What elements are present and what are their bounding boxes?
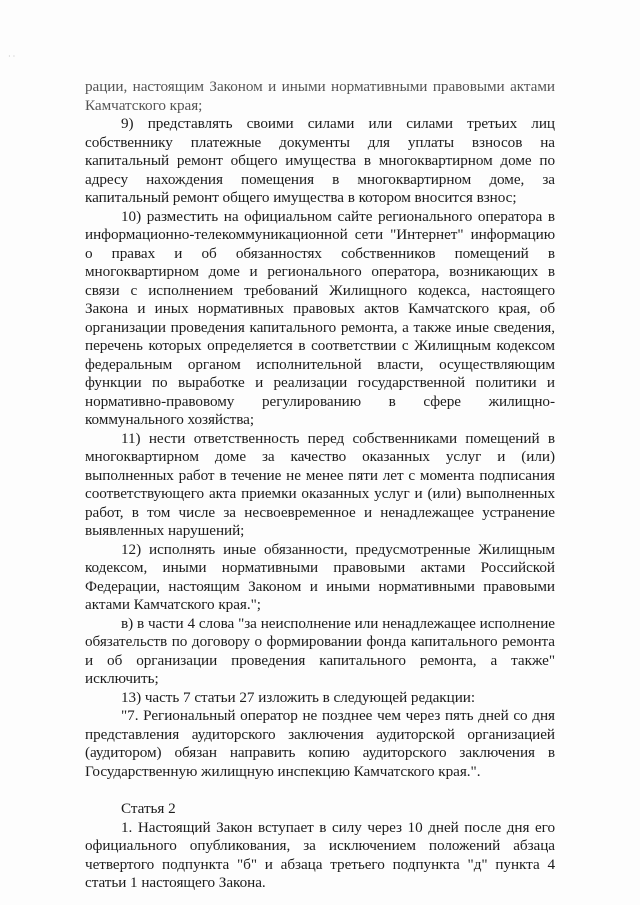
paragraph-item-9: 9) представлять своими силами или силами третьих лиц собственнику платежные документы для уплаты взносов на капитальный ремонт общего имущества в многоквартирном доме по адресу нахождения помещения в многоквартирном доме, за капитальный ремонт общего имущества в котором вносится взнос; [85, 115, 555, 206]
section-gap [85, 781, 555, 800]
paragraph-item-10: 10) разместить на официальном сайте регионального оператора в информационно-телекоммуникационной сети "Интернет" информацию о правах и об обязанностях собственников помещений в многоквартирном доме и регионального оператора, возникающих в связи с исполнением требований Жилищного кодекса, настоящего Закона и иных нормативных правовых актов Камчатского края, об организации проведения капитального ремонта, а также иные сведения, перечень которых определяется в соответствии с Жилищным кодексом федеральным органом исполнительной власти, осуществляющим функции по выработке и реализации государственной политики и нормативно-правовому регулированию в сфере жилищно-коммунального хозяйства; [85, 207, 555, 428]
paragraph-item-12: 12) исполнять иные обязанности, предусмотренные Жилищным кодексом, иными нормативными правовыми актами Российской Федерации, настоящим Законом и иными нормативными правовыми актами Камчатского края."; [85, 540, 555, 613]
paragraph-item-13: 13) часть 7 статьи 27 изложить в следующей редакции: [121, 688, 476, 706]
document-body [85, 78, 555, 893]
paragraph-item-11: 11) нести ответственность перед собственниками помещений в многоквартирном доме за качество оказанных услуг и (или) выполненных работ в течение не менее пяти лет с момента подписания соответствующего акта приемки оказанных услуг и (или) выполненных работ, в том числе за несвоевременное и ненадлежащее устранение выявленных нарушений; [85, 429, 555, 539]
paragraph-continuation: рации, настоящим Законом и иными нормативными правовыми актами Камчатского края; [85, 78, 555, 114]
paragraph-subitem-v: в) в части 4 слова "за неисполнение или ненадлежащее исполнение обязательств по договору о формировании фонда капитального ремонта и об организации проведения капитального ремонта, а также" исключить; [85, 614, 555, 687]
paragraph-quote-7: "7. Региональный оператор не позднее чем через пять дней со дня представления аудиторского заключения аудиторской организацией (аудитором) обязан направить копию аудиторского заключения в Государственную жилищную инспекцию Камчатского края.". [85, 707, 555, 780]
scan-mark: · · [8, 52, 16, 61]
article-heading: Статья 2 [121, 800, 176, 817]
article-paragraph-1: 1. Настоящий Закон вступает в силу через 10 дней после дня его официального опубликования, за исключением положений абзаца четвертого подпункта "б" и абзаца третьего подпункта "д" пункта 4 статьи 1 настоящего Закона. [85, 818, 555, 891]
